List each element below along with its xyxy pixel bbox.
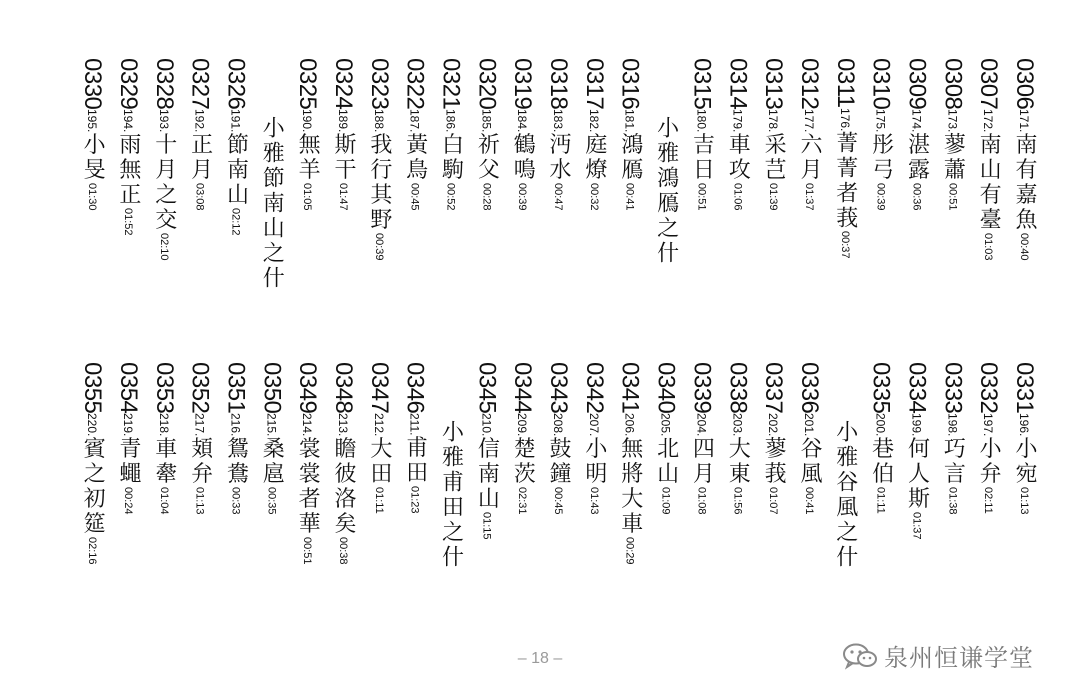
- duration: 00:39: [516, 182, 529, 211]
- poem-index: 212.: [371, 413, 386, 437]
- poem-title: 蓼蕭: [940, 132, 966, 183]
- poem-index: 178.: [766, 109, 781, 133]
- poem-index: 179.: [730, 109, 745, 133]
- poem-title: 小明: [581, 436, 607, 487]
- list-item: [899, 362, 935, 570]
- poem-index: 195.: [85, 109, 100, 133]
- poem-index: 199.: [909, 413, 924, 437]
- duration: 02:31: [516, 486, 529, 515]
- track-number: 0319: [509, 58, 537, 110]
- duration: 01:13: [1018, 486, 1030, 515]
- poem-title: 無將大車: [617, 436, 643, 537]
- list-item: [612, 362, 648, 570]
- poem-index: 173.: [945, 109, 960, 133]
- track-number: 0351: [222, 362, 250, 414]
- poem-index: 182.: [586, 109, 601, 133]
- poem-title: 北山: [653, 436, 679, 487]
- poem-index: 217.: [192, 413, 207, 437]
- list-item: [146, 58, 182, 291]
- poem-title: 無羊: [295, 132, 321, 183]
- list-item: [540, 362, 576, 570]
- track-number: 0312: [795, 58, 823, 110]
- list-item: [469, 58, 505, 291]
- poem-index: 206.: [622, 413, 637, 437]
- duration: 02:10: [157, 232, 170, 261]
- duration: 00:24: [121, 486, 134, 515]
- section-header: 小雅鴻鴈之什: [653, 116, 679, 266]
- list-item: [576, 362, 612, 570]
- duration: 01:52: [121, 207, 134, 236]
- poem-title: 四月: [689, 436, 715, 487]
- poem-index: 208.: [551, 413, 566, 437]
- track-number: 0342: [580, 362, 608, 414]
- duration: 00:33: [229, 486, 242, 515]
- poem-title: 信南山: [474, 436, 500, 512]
- track-number: 0348: [329, 362, 357, 414]
- list-item: [970, 362, 1006, 570]
- poem-index: 190.: [300, 109, 315, 133]
- poem-index: 193.: [156, 109, 171, 133]
- list-item: [934, 58, 970, 291]
- duration: 02:11: [982, 486, 995, 514]
- poem-title: 鴛鴦: [223, 436, 249, 487]
- track-number: 0327: [186, 58, 214, 110]
- duration: 00:45: [408, 182, 421, 211]
- poem-title: 鴻鴈: [617, 132, 643, 183]
- poem-title: 裳裳者華: [295, 436, 321, 537]
- poem-title: 沔水: [546, 132, 572, 183]
- top-section: [74, 58, 1042, 291]
- track-number: 0306: [1011, 58, 1038, 110]
- section-header: 小雅甫田之什: [438, 420, 464, 570]
- duration: 00:39: [874, 182, 887, 211]
- poem-title: 何人斯: [904, 436, 930, 512]
- track-number: 0326: [222, 58, 250, 110]
- poem-title: 菁菁者莪: [832, 130, 858, 231]
- track-number: 0352: [186, 362, 214, 414]
- poem-index: 176.: [837, 107, 852, 131]
- poem-title: 車攻: [725, 132, 751, 183]
- poem-index: 209.: [515, 413, 530, 437]
- poem-index: 216.: [228, 413, 243, 437]
- duration: 01:13: [193, 486, 206, 515]
- list-item: [791, 362, 827, 570]
- list-item: [827, 58, 863, 291]
- track-number: 0311: [831, 58, 859, 108]
- track-number: 0337: [760, 362, 788, 414]
- track-number: 0324: [329, 58, 357, 110]
- list-item: [146, 362, 182, 570]
- list-item: [110, 362, 146, 570]
- list-item: [719, 58, 755, 291]
- poem-index: 192.: [192, 109, 207, 133]
- poem-index: 184.: [515, 109, 530, 133]
- poem-title: 頍弁: [187, 436, 213, 487]
- list-item: [325, 58, 361, 291]
- list-item: [218, 362, 254, 570]
- poem-title: 巷伯: [868, 436, 894, 487]
- poem-index: 202.: [766, 413, 781, 437]
- track-number: 0325: [294, 58, 322, 110]
- track-number: 0310: [867, 58, 895, 110]
- list-item: [289, 362, 325, 570]
- duration: 01:09: [659, 486, 672, 515]
- poem-index: 197.: [981, 413, 996, 437]
- duration: 00:35: [265, 486, 278, 515]
- duration: 02:12: [229, 207, 242, 236]
- poem-index: 213.: [335, 413, 350, 437]
- poem-title: 鼓鐘: [546, 436, 572, 487]
- list-item: [253, 362, 289, 570]
- track-number: 0354: [114, 362, 142, 414]
- section-header: 小雅谷風之什: [832, 420, 858, 570]
- track-number: 0315: [688, 58, 716, 110]
- list-item: [110, 58, 146, 291]
- poem-index: 219.: [120, 413, 135, 437]
- poem-title: 黃鳥: [402, 132, 428, 183]
- list-item: [1006, 58, 1042, 291]
- duration: 01:37: [802, 182, 815, 211]
- list-item: [684, 58, 720, 291]
- track-number: 0307: [975, 58, 1003, 110]
- poem-title: 節南山: [223, 132, 249, 208]
- track-number: 0328: [150, 58, 178, 110]
- poem-title: 采芑: [761, 132, 787, 183]
- list-item: [684, 362, 720, 570]
- list-item: [289, 58, 325, 291]
- list-item: [612, 58, 648, 291]
- poem-index: 174.: [909, 109, 924, 133]
- track-number: 0355: [79, 362, 107, 414]
- duration: 00:29: [623, 536, 636, 565]
- list-item: [361, 58, 397, 291]
- list-item: [863, 362, 899, 570]
- poem-index: 215.: [264, 413, 279, 437]
- poem-title: 青蠅: [115, 436, 141, 487]
- poem-title: 楚茨: [510, 436, 536, 487]
- poem-title: 十月之交: [151, 132, 177, 233]
- poem-title: 正月: [187, 132, 213, 183]
- poem-index: 188.: [371, 109, 386, 133]
- track-number: 0309: [903, 58, 931, 110]
- track-number: 0329: [114, 58, 142, 110]
- track-number: 0314: [724, 58, 752, 110]
- duration: 01:38: [946, 486, 959, 515]
- poem-title: 賓之初筵: [80, 436, 106, 537]
- duration: 01:07: [767, 486, 780, 515]
- track-number: 0343: [545, 362, 573, 414]
- poem-index: 201.: [801, 413, 816, 437]
- track-number: 0316: [616, 58, 644, 110]
- poem-index: 172.: [981, 109, 996, 133]
- track-number: 0323: [365, 58, 393, 110]
- bottom-section: [74, 362, 1042, 570]
- list-item: [74, 362, 110, 570]
- duration: 00:51: [946, 182, 959, 211]
- duration: 00:37: [838, 230, 851, 259]
- duration: 00:45: [552, 486, 565, 515]
- duration: 00:47: [552, 182, 565, 211]
- list-item: [970, 58, 1006, 291]
- poem-index: 181.: [622, 109, 637, 133]
- poem-title: 小旻: [80, 132, 106, 183]
- page-number: – 18 –: [517, 650, 563, 667]
- track-number: 0339: [688, 362, 716, 414]
- poem-title: 我行其野: [366, 132, 392, 233]
- poem-index: 177.: [801, 109, 816, 133]
- duration: 00:41: [623, 182, 636, 211]
- poem-index: 180.: [694, 109, 709, 133]
- track-number: 0331: [1011, 362, 1038, 414]
- list-item: [648, 362, 684, 570]
- duration: 01:23: [408, 485, 421, 514]
- track-number: 0334: [903, 362, 931, 414]
- track-number: 0353: [150, 362, 178, 414]
- track-number: 0308: [939, 58, 967, 110]
- track-number: 0332: [975, 362, 1003, 414]
- duration: 03:08: [193, 182, 206, 211]
- track-number: 0340: [652, 362, 680, 414]
- watermark-text: 泉州恒谦学堂: [884, 644, 1034, 672]
- duration: 01:04: [157, 486, 170, 515]
- track-number: 0338: [724, 362, 752, 414]
- poem-title: 南山有臺: [976, 132, 1002, 233]
- poem-index: 183.: [551, 109, 566, 133]
- track-number: 0317: [580, 58, 608, 110]
- poem-index: 203.: [730, 413, 745, 437]
- poem-title: 谷風: [796, 436, 822, 487]
- poem-title: 車舝: [151, 436, 177, 487]
- poem-index: 204.: [694, 413, 709, 437]
- section-header: 小雅節南山之什: [259, 116, 285, 291]
- poem-title: 巧言: [940, 436, 966, 487]
- list-item: [504, 58, 540, 291]
- poem-title: 瞻彼洛矣: [330, 436, 356, 537]
- poem-title: 吉日: [689, 132, 715, 183]
- list-item: [218, 58, 254, 291]
- poem-title: 白駒: [438, 132, 464, 183]
- track-number: 0349: [294, 362, 322, 414]
- poem-index: 196.: [1017, 413, 1031, 437]
- duration: 01:03: [982, 232, 995, 261]
- list-item: [469, 362, 505, 570]
- list-item: [397, 362, 433, 570]
- list-item: [397, 58, 433, 291]
- poem-title: 庭燎: [581, 132, 607, 183]
- list-item: [863, 58, 899, 291]
- list-item: [361, 362, 397, 570]
- poem-index: 189.: [335, 109, 350, 133]
- duration: 00:32: [587, 182, 600, 211]
- list-item: [433, 58, 469, 291]
- poem-title: 南有嘉魚: [1012, 132, 1037, 233]
- duration: 02:16: [86, 536, 99, 565]
- track-number: 0345: [473, 362, 501, 414]
- track-number: 0318: [545, 58, 573, 110]
- list-item: [791, 58, 827, 291]
- poem-title: 六月: [796, 132, 822, 183]
- poem-index: 186.: [443, 109, 458, 133]
- track-number: 0350: [258, 362, 286, 414]
- duration: 00:41: [802, 486, 815, 515]
- poem-index: 200.: [873, 413, 888, 437]
- poem-index: 214.: [300, 413, 315, 437]
- duration: 00:39: [372, 232, 385, 261]
- poem-index: 220.: [85, 413, 100, 437]
- track-number: 0330: [79, 58, 107, 110]
- poem-title: 小弁: [976, 436, 1002, 487]
- poem-title: 小宛: [1012, 436, 1037, 487]
- poem-index: 210.: [479, 413, 494, 437]
- poem-index: 185.: [479, 109, 494, 133]
- track-number: 0335: [867, 362, 895, 414]
- duration: 00:51: [695, 182, 708, 211]
- duration: 01:08: [695, 486, 708, 515]
- duration: 01:37: [910, 511, 923, 540]
- poem-title: 斯干: [330, 132, 356, 183]
- list-item: [1006, 362, 1042, 570]
- duration: 01:47: [336, 182, 349, 211]
- wechat-icon: [842, 642, 878, 670]
- list-item: [504, 362, 540, 570]
- poem-index: 218.: [156, 413, 171, 437]
- list-item: [755, 362, 791, 570]
- duration: 00:36: [910, 182, 923, 211]
- list-item: [325, 362, 361, 570]
- poem-title: 甫田: [402, 435, 428, 486]
- duration: 01:11: [874, 486, 887, 514]
- poem-index: 211.: [407, 413, 422, 436]
- list-item: [182, 58, 218, 291]
- duration: 01:06: [731, 182, 744, 211]
- poem-index: 198.: [945, 413, 960, 437]
- poem-title: 彤弓: [868, 132, 894, 183]
- poem-index: 187.: [407, 109, 422, 133]
- watermark: [842, 638, 1034, 673]
- list-item: [719, 362, 755, 570]
- track-number: 0344: [509, 362, 537, 414]
- list-item: [934, 362, 970, 570]
- poem-title: 雨無正: [115, 132, 141, 208]
- duration: 01:43: [587, 486, 600, 515]
- poem-index: 171.: [1017, 109, 1031, 133]
- duration: 00:51: [301, 536, 314, 565]
- list-item: [755, 58, 791, 291]
- track-number: 0321: [437, 58, 465, 110]
- poem-title: 大東: [725, 436, 751, 487]
- track-number: 0322: [401, 58, 429, 110]
- poem-index: 207.: [586, 413, 601, 437]
- duration: 01:05: [301, 182, 314, 211]
- duration: 01:30: [86, 182, 99, 211]
- poem-index: 205.: [658, 413, 673, 437]
- list-item: [899, 58, 935, 291]
- track-number: 0347: [365, 362, 393, 414]
- track-number: 0346: [401, 362, 429, 414]
- duration: 01:15: [480, 511, 493, 540]
- poem-title: 湛露: [904, 132, 930, 183]
- duration: 00:38: [336, 536, 349, 565]
- poem-title: 祈父: [474, 132, 500, 183]
- list-item: [74, 58, 110, 291]
- duration: 00:52: [444, 182, 457, 211]
- list-item: [576, 58, 612, 291]
- list-item: [540, 58, 576, 291]
- track-number: 0341: [616, 362, 644, 414]
- poem-title: 蓼莪: [761, 436, 787, 487]
- poem-index: 194.: [120, 109, 135, 133]
- track-number: 0320: [473, 58, 501, 110]
- track-number: 0313: [760, 58, 788, 110]
- poem-index: 191.: [228, 109, 243, 133]
- poem-title: 大田: [366, 436, 392, 487]
- duration: 01:56: [731, 486, 744, 515]
- poem-index: 175.: [873, 109, 888, 133]
- duration: 01:11: [372, 486, 385, 514]
- list-item: [182, 362, 218, 570]
- track-number: 0333: [939, 362, 967, 414]
- poem-title: 桑扈: [259, 436, 285, 487]
- duration: 00:28: [480, 182, 493, 211]
- track-number: 0336: [795, 362, 823, 414]
- poem-title: 鶴鳴: [510, 132, 536, 183]
- duration: 01:39: [767, 182, 780, 211]
- duration: 00:40: [1018, 232, 1030, 261]
